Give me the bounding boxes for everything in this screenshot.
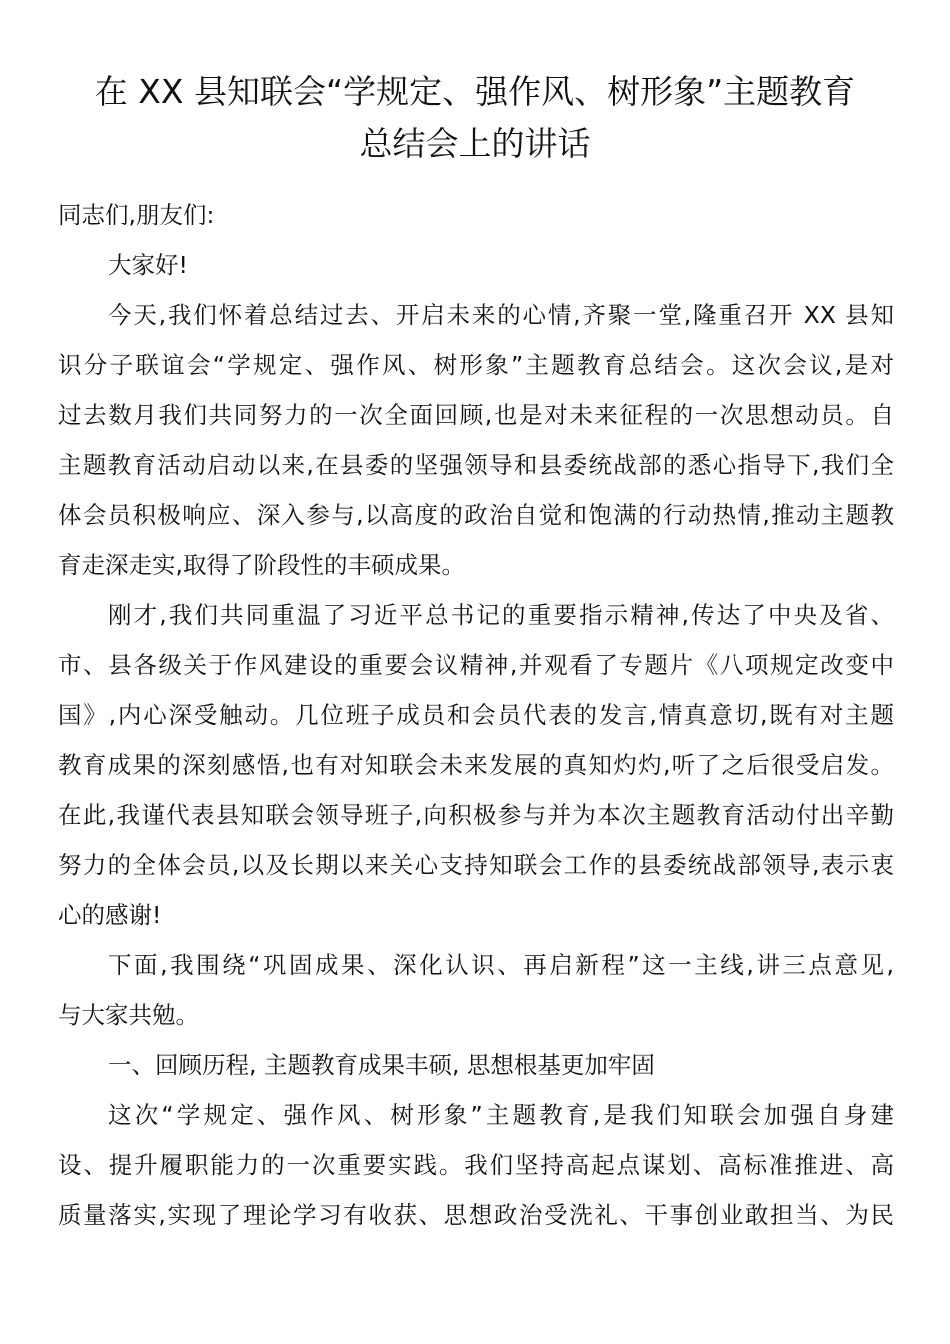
body-text-line: 下面,我围绕“巩固成果、深化认识、再启新程”这一主线,讲三点意见, xyxy=(108,951,894,979)
body-text-line: 与大家共勉。 xyxy=(58,1001,199,1029)
body-text-line: 设、提升履职能力的一次重要实践。我们坚持高起点谋划、高标准推进、高 xyxy=(58,1151,894,1179)
title-line-1: 在 XX 县知联会“学规定、强作风、树形象”主题教育 xyxy=(94,72,856,111)
title-line-2: 总结会上的讲话 xyxy=(359,124,591,163)
body-text-line: 刚才,我们共同重温了习近平总书记的重要指示精神,传达了中央及省、 xyxy=(108,601,894,629)
body-text-line: 同志们,朋友们: xyxy=(58,201,215,229)
body-text-line: 识分子联谊会“学规定、强作风、树形象”主题教育总结会。这次会议,是对 xyxy=(58,351,894,379)
body-text-line: 一、回顾历程, 主题教育成果丰硕, 思想根基更加牢固 xyxy=(108,1051,655,1079)
body-text-line: 主题教育活动启动以来,在县委的坚强领导和县委统战部的悉心指导下,我们全 xyxy=(58,451,894,479)
body-text-line: 体会员积极响应、深入参与,以高度的政治自觉和饱满的行动热情,推动主题教 xyxy=(58,501,894,529)
body-text-line: 这次“学规定、强作风、树形象”主题教育,是我们知联会加强自身建 xyxy=(108,1101,894,1129)
body-text-line: 过去数月我们共同努力的一次全面回顾,也是对未来征程的一次思想动员。自 xyxy=(58,401,894,429)
document-body xyxy=(58,190,894,1240)
body-text-line: 心的感谢! xyxy=(58,901,162,929)
body-text-line: 育走深走实,取得了阶段性的丰硕成果。 xyxy=(58,551,465,579)
body-text-line: 努力的全体会员,以及长期以来关心支持知联会工作的县委统战部领导,表示衷 xyxy=(58,851,894,879)
body-text-line: 市、县各级关于作风建设的重要会议精神,并观看了专题片《八项规定改变中 xyxy=(58,651,894,679)
document-title xyxy=(40,66,910,170)
body-text-line: 质量落实,实现了理论学习有收获、思想政治受洗礼、干事创业敢担当、为民 xyxy=(58,1201,894,1229)
body-text-line: 在此,我谨代表县知联会领导班子,向积极参与并为本次主题教育活动付出辛勤 xyxy=(58,801,894,829)
body-text-line: 今天,我们怀着总结过去、开启未来的心情,齐聚一堂,隆重召开 XX 县知 xyxy=(108,301,894,329)
body-text-line: 教育成果的深刻感悟,也有对知联会未来发展的真知灼灼,听了之后很受启发。 xyxy=(58,751,894,779)
body-text-line: 国》,内心深受触动。几位班子成员和会员代表的发言,情真意切,既有对主题 xyxy=(58,701,894,729)
body-text-line: 大家好! xyxy=(108,251,188,279)
